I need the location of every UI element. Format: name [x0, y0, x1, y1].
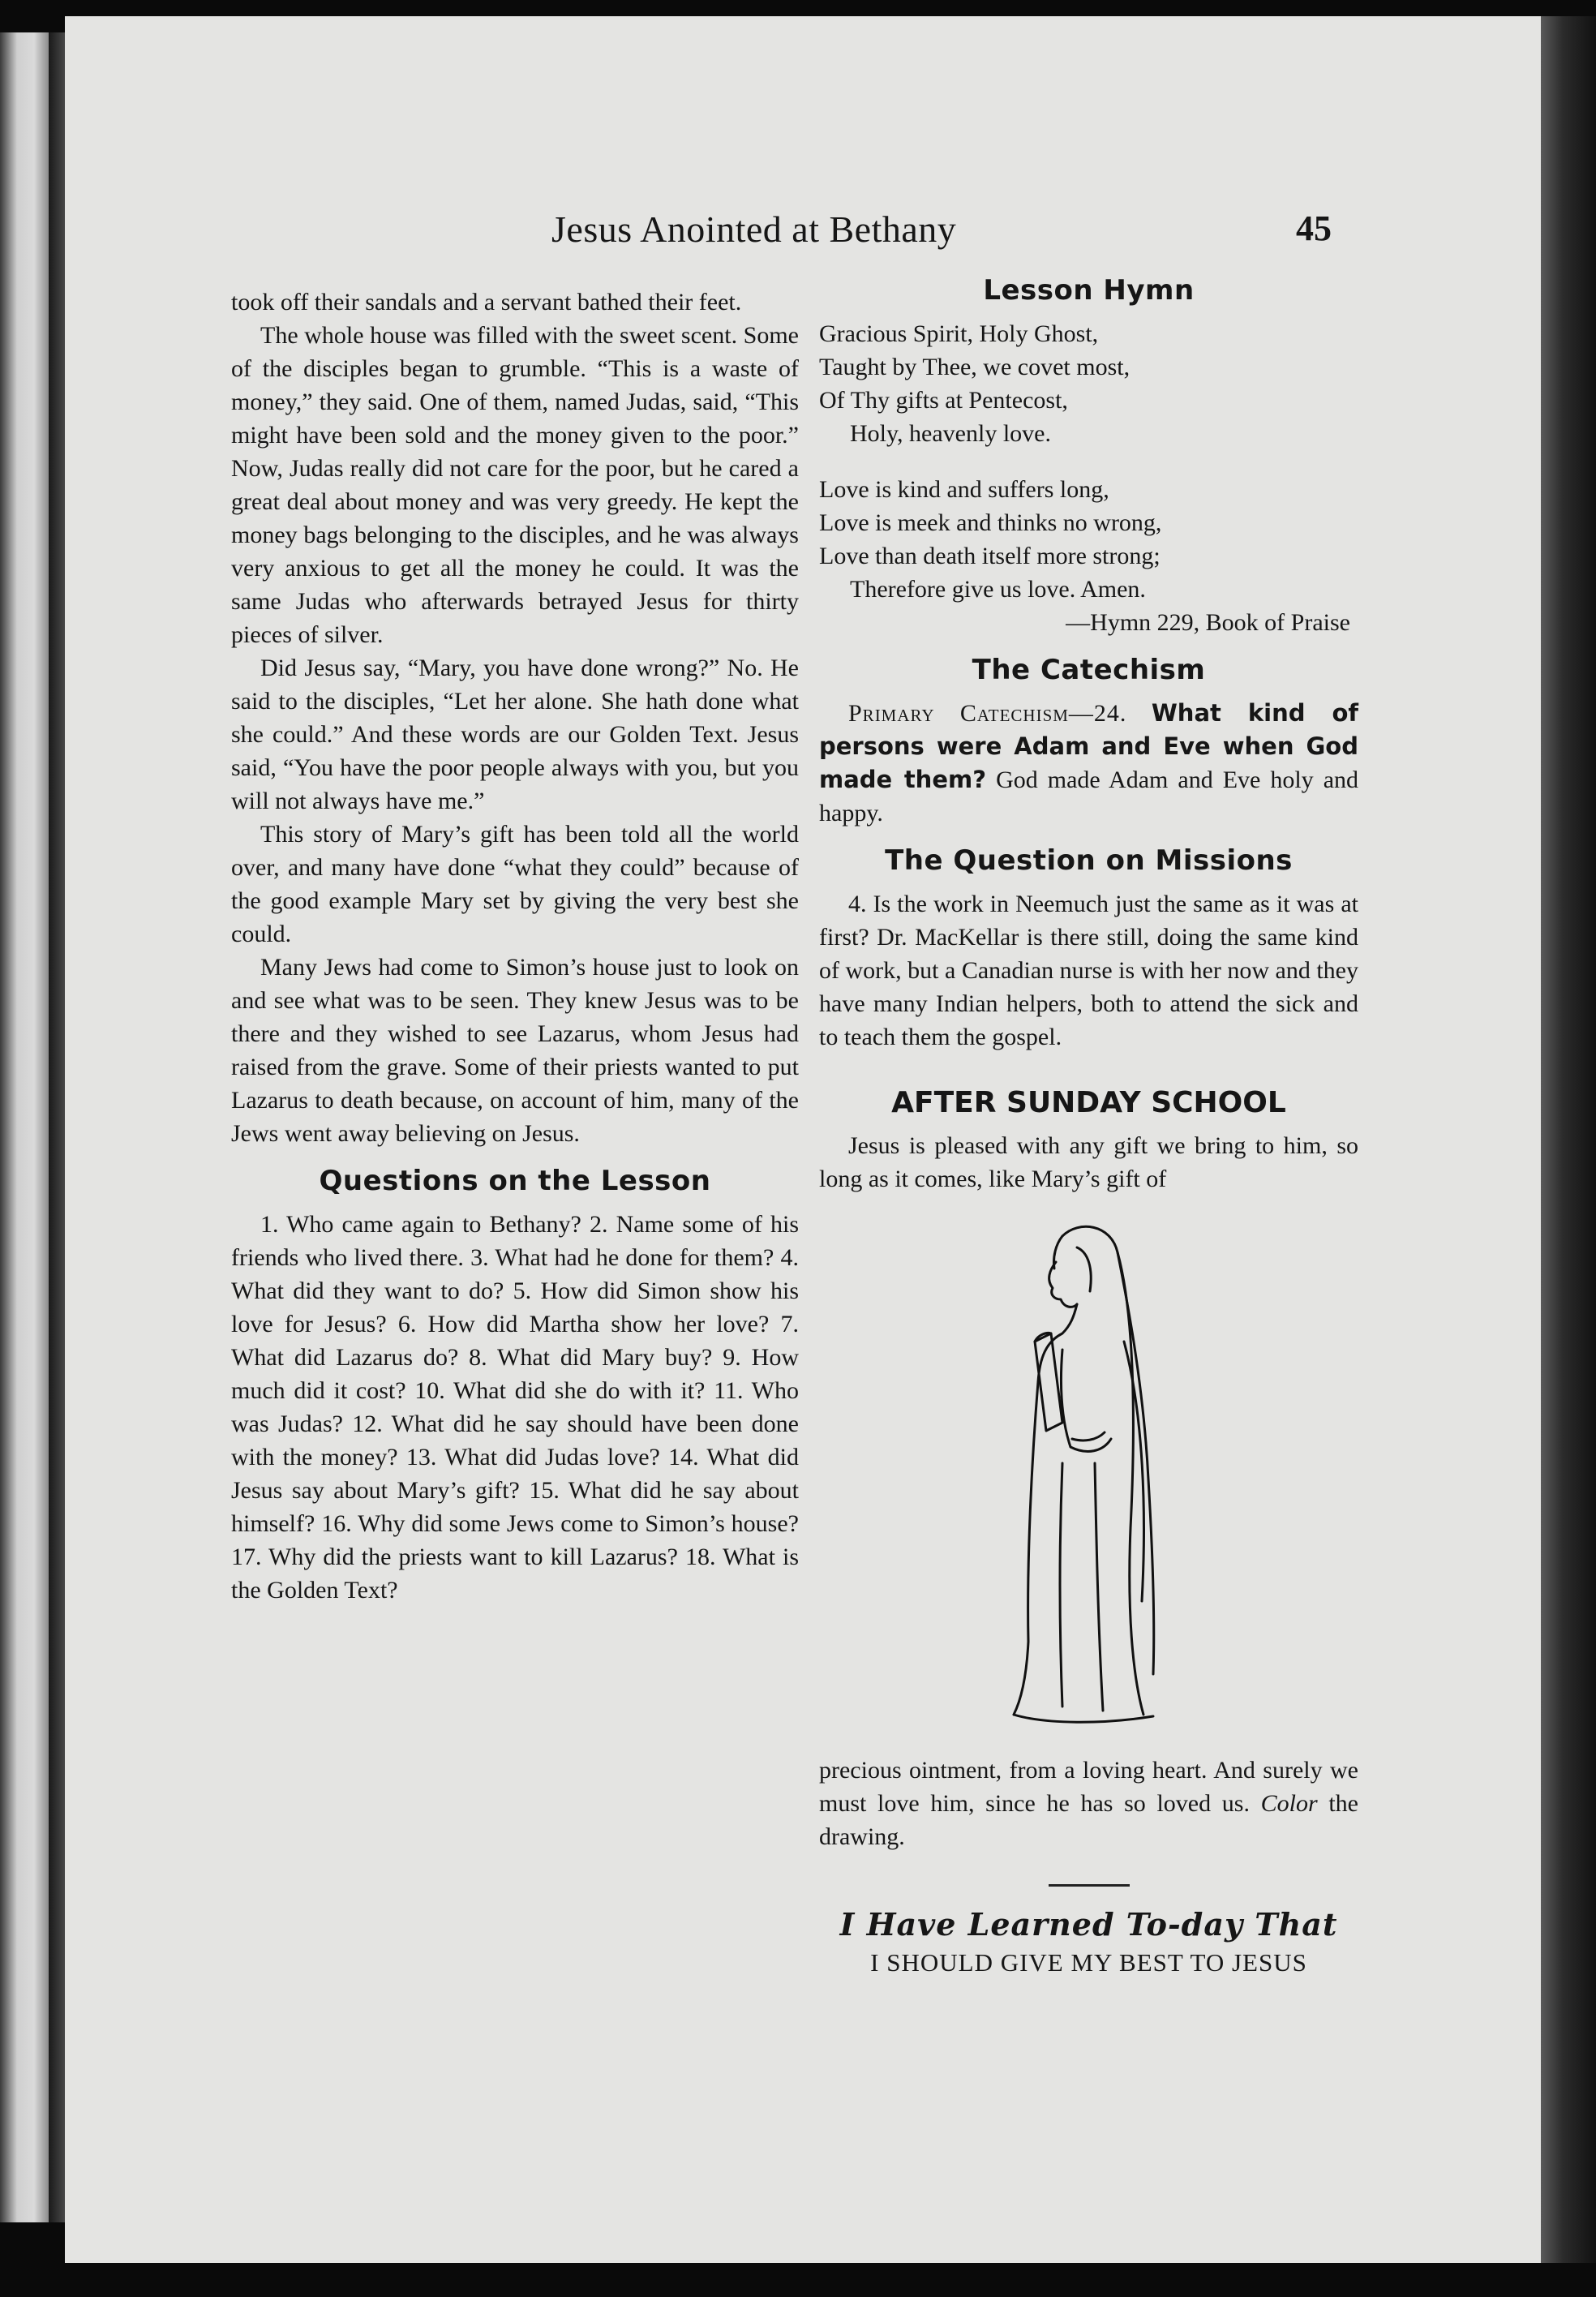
- section-divider: [1049, 1884, 1130, 1887]
- paragraph: Did Jesus say, “Mary, you have done wrong?” No. He said to the disciples, “Let her alone. She hath done what she could.” And these words are our Golden Text. Jesus said, “You have the poor people always with you, but you will not always have me.”: [231, 655, 799, 814]
- hymn-line: Love is kind and suffers long,: [819, 476, 1109, 503]
- paragraph: took off their sandals and a servant bathed their feet.: [231, 289, 742, 316]
- questions-list: 1. Who came again to Bethany? 2. Name some of his friends who lived there. 3. What had he done for them? 4. What did they want to do? 5. How did Simon show his love for Jesus? 6. How did Martha show her love? 7. What did Lazarus do? 8. What did Mary buy? 9. How much did it cost? 10. What did she do with it? 11. Who was Judas? 12. What did he say should have been done with the money? 13. What did Judas love? 14. What did Jesus say about Mary’s gift? 15. What did he say about himself? 16. Why did some Jews come to Simon’s house? 17. Why did the priests want to kill Lazarus? 18. What is the Golden Text?: [231, 1211, 799, 1604]
- after-text-body: precious ointment, from a loving heart. And surely we must love him, since he has so loved us.: [819, 1757, 1358, 1817]
- learned-today-heading: I Have Learned To-day That: [839, 1906, 1338, 1943]
- mary-drawing: [819, 1220, 1358, 1739]
- hymn-heading: Lesson Hymn: [983, 274, 1195, 307]
- hymn-line: Taught by Thee, we covet most,: [819, 354, 1130, 380]
- hymn-line: Of Thy gifts at Pentecost,: [819, 387, 1068, 414]
- missions-heading: The Question on Missions: [885, 844, 1293, 877]
- catechism-question: What kind of persons were Adam and Eve when God made them?: [819, 699, 1358, 793]
- running-head: Jesus Anointed at Bethany: [551, 208, 957, 250]
- hymn-line: Gracious Spirit, Holy Ghost,: [819, 320, 1099, 347]
- hymn-line: Love is meek and thinks no wrong,: [819, 509, 1162, 536]
- left-column: [231, 286, 799, 1607]
- catechism-label: Primary Catechism—24.: [848, 700, 1127, 727]
- catechism-paragraph: [819, 697, 1358, 830]
- paragraph: Many Jews had come to Simon’s house just to look on and see what was to be seen. They knew Jesus was to be there and they wished to see Lazarus, whom Jesus had raised from the grave. Some of their priests wanted to put Lazarus to death because, on account of him, many of the Jews went away believing on Jesus.: [231, 954, 799, 1147]
- questions-heading: Questions on the Lesson: [319, 1165, 711, 1197]
- after-sunday-school-heading: AFTER SUNDAY SCHOOL: [891, 1086, 1286, 1119]
- after-text-continued: [819, 1754, 1358, 1853]
- paragraph: This story of Mary’s gift has been told all the world over, and many have done “what they could” because of the good example Mary set by giving the very best she could.: [231, 821, 799, 947]
- catechism-answer: God made Adam and Eve holy and happy.: [819, 766, 1359, 826]
- missions-text: 4. Is the work in Neemuch just the same as it was at first? Dr. MacKellar is there still, doing the same kind of work, but a Canadian nurse is with her now and they have many Indian helpers, both to attend the sick and to teach them the gospel.: [819, 891, 1358, 1050]
- catechism-heading: The Catechism: [972, 654, 1206, 686]
- right-column: [819, 274, 1358, 1979]
- hymn-line: Holy, heavenly love.: [850, 420, 1051, 447]
- mary-figure-illustration: [981, 1220, 1176, 1739]
- color-instruction: the drawing.: [819, 1790, 1358, 1850]
- after-text-intro: Jesus is pleased with any gift we bring to him, so long as it comes, like Mary’s gift of: [819, 1132, 1358, 1192]
- paragraph: The whole house was filled with the sweet scent. Some of the disciples began to grumble. “This is a waste of money,” they said. One of them, named Judas, said, “This might have been sold and the money given to the poor.” Now, Judas really did not care for the poor, but he cared a great deal about money and was very greedy. He kept the money bags belonging to the disciples, and he was always very anxious to get all the money he could. It was the same Judas who afterwards betrayed Jesus for thirty pieces of silver.: [231, 322, 799, 648]
- page-edge-shadow: [1541, 16, 1596, 2263]
- hymn-line: Therefore give us love. Amen.: [850, 576, 1146, 603]
- facing-page-edge: [0, 32, 49, 2222]
- learned-today-text: I SHOULD GIVE MY BEST TO JESUS: [870, 1948, 1307, 1977]
- book-gutter: [49, 32, 66, 2222]
- color-word: Color: [1260, 1790, 1318, 1817]
- page-number: 45: [1296, 208, 1332, 248]
- hymn-credit: —Hymn 229, Book of Praise: [1066, 609, 1350, 636]
- hymn-line: Love than death itself more strong;: [819, 543, 1161, 569]
